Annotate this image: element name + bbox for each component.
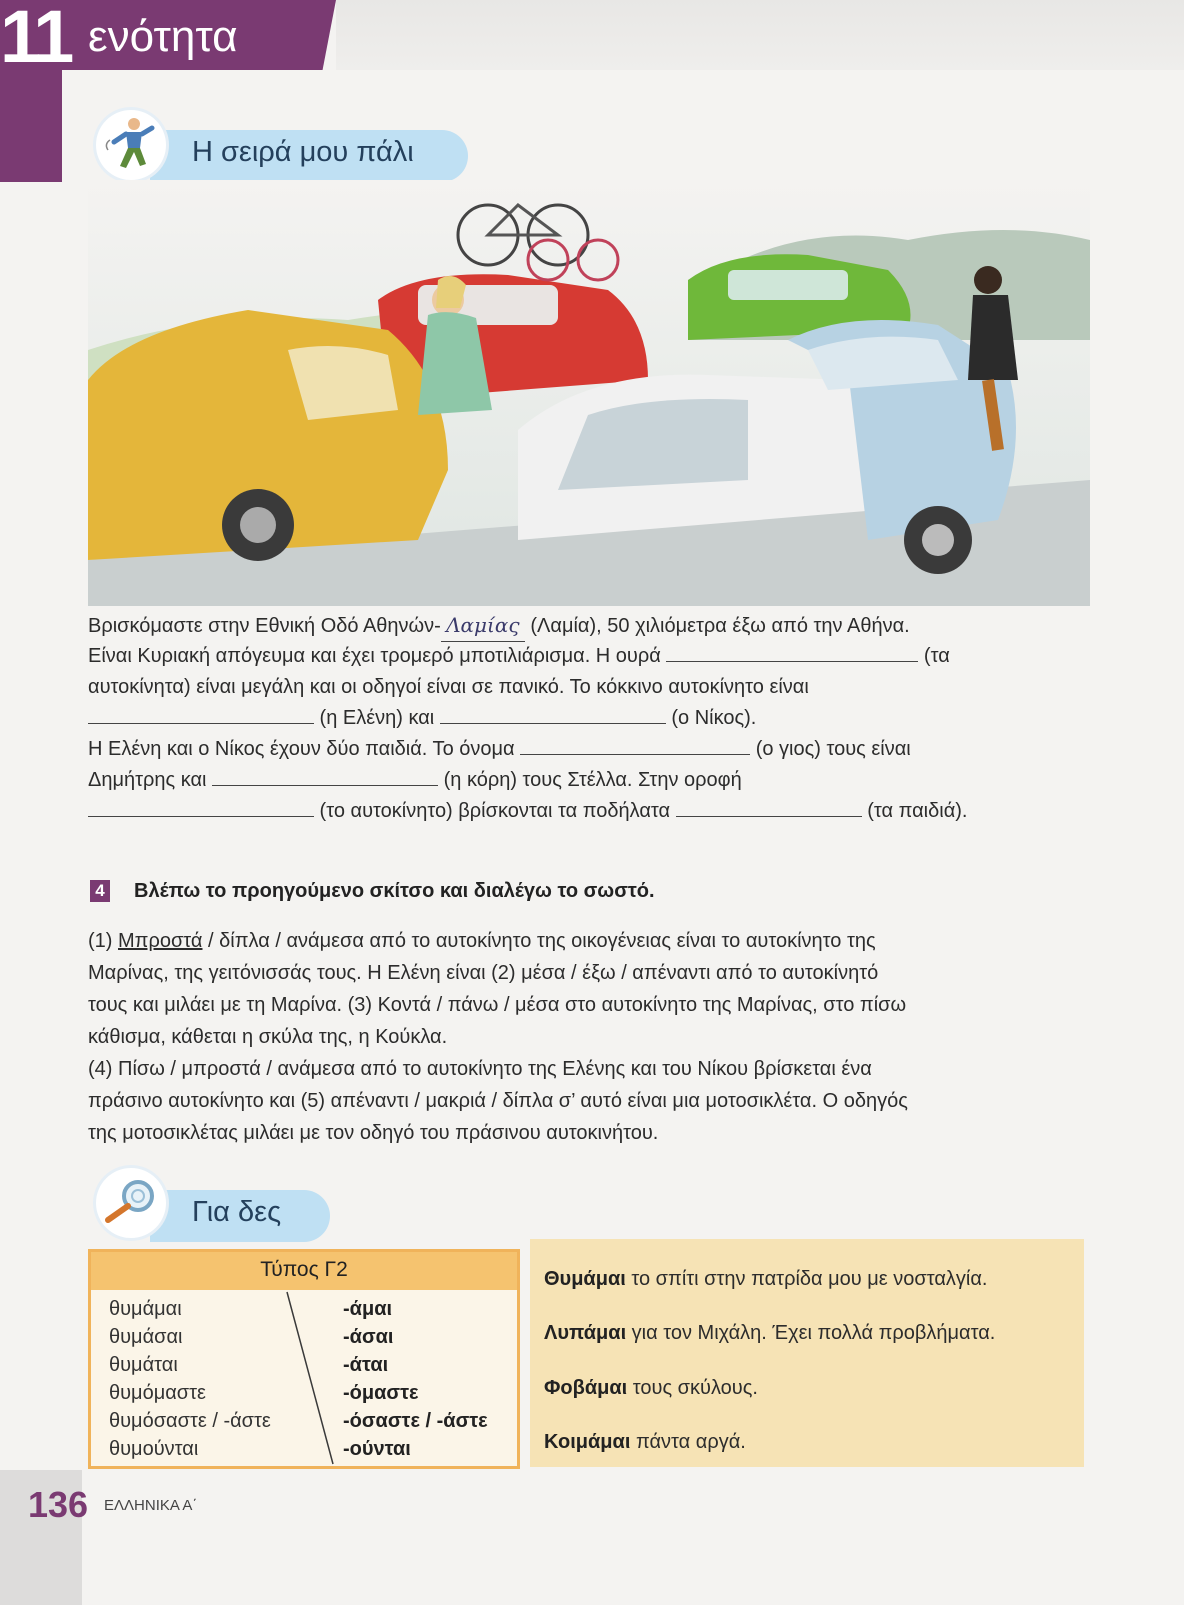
exercise-4-line-2: Μαρίνας, της γειτόνισσάς τους. Η Ελένη είναι (2) μέσα / έξω / απέναντι από το αυτοκίνητό [88,962,879,984]
magnifier-icon [96,1168,166,1238]
exercise-4-instruction: Βλέπω το προηγούμενο σκίτσο και διαλέγω το σωστό. [134,880,655,902]
verb: Λυπάμαι [544,1322,627,1344]
section-title-turn: Η σειρά μου πάλι [192,136,414,168]
exercise-3-line-1 [88,610,910,642]
exercise-3-line-6 [88,765,742,796]
example-sentence [544,1268,988,1291]
exercise-4-line-1 [88,926,876,957]
handwritten-answer: Λαμίας [441,610,525,642]
verb: Θυμάμαι [544,1268,626,1290]
unit-label: ενότητα [88,12,238,61]
text: (η Ελένη) και [314,707,440,729]
conj-ending: -όσαστε / -άστε [343,1410,488,1432]
exercise-4-line-7: της μοτοσικλέτας μιλάει με τον οδηγό του πράσινου αυτοκινήτου. [88,1122,659,1144]
text: (1) [88,930,118,952]
header-strip [336,0,1184,70]
example-sentence [544,1322,995,1345]
conj-form: θυμούνται [109,1438,199,1460]
text: / δίπλα / ανάμεσα από το αυτοκίνητο της οικογένειας είναι το αυτοκίνητο της [202,930,876,952]
conj-form: θυμάσαι [109,1326,183,1348]
verb: Κοιμάμαι [544,1431,631,1453]
text: για τον Μιχάλη. Έχει πολλά προβλήματα. [626,1322,996,1344]
book-title: ΕΛΛΗΝΙΚΑ Α΄ [104,1497,198,1514]
verb: Φοβάμαι [544,1377,628,1399]
text: πάντα αργά. [630,1431,746,1453]
answer-blank[interactable] [676,815,862,817]
exercise-4-line-5: (4) Πίσω / μπροστά / ανάμεσα από το αυτοκίνητο της Ελένης και του Νίκου βρίσκεται ένα [88,1058,872,1080]
child-icon [96,110,166,180]
table-title: Τύπος Γ2 [260,1258,348,1281]
traffic-jam-illustration [88,180,1090,606]
exercise-4-line-3: τους και μιλάει με τη Μαρίνα. (3) Κοντά / πάνω / μέσα στο αυτοκίνητο της Μαρίνας, στο πίσω [88,994,907,1016]
conj-ending: -άμαι [343,1298,393,1320]
answer-blank[interactable] [88,722,314,724]
example-sentence [544,1431,746,1454]
answer-blank[interactable] [520,753,750,755]
text: (το αυτοκίνητο) βρίσκονται τα ποδήλατα [314,800,676,822]
answer-blank[interactable] [212,784,438,786]
conj-ending: -άται [343,1354,389,1376]
exercise-4-line-4: κάθισμα, κάθεται η σκύλα της, η Κούκλα. [88,1026,448,1048]
exercise-4-line-6: πράσινο αυτοκίνητο και (5) απέναντι / μακριά / δίπλα σ’ αυτό είναι μια μοτοσικλέτα. Ο οδηγός [88,1090,908,1112]
text: (τα [918,645,950,667]
text: (ο γιος) τους είναι [750,738,911,760]
text: το σπίτι στην πατρίδα μου με νοσταλγία. [625,1268,988,1290]
answer-blank[interactable] [666,660,918,662]
exercise-3-line-5 [88,734,911,765]
text: (Λαμία), 50 χιλιόμετρα έξω από την Αθήνα. [524,615,910,637]
text: Η Ελένη και ο Νίκος έχουν δύο παιδιά. Το όνομα [88,738,521,760]
conj-ending: -άσαι [343,1326,394,1348]
exercise-number-4: 4 [90,880,110,902]
text: Βρισκόμαστε στην Εθνική Οδό Αθηνών- [88,615,441,637]
text: Δημήτρης και [88,769,213,791]
exercise-3-line-2 [88,641,950,672]
conjugation-table [88,1249,520,1469]
answer-blank[interactable] [440,722,666,724]
conj-form: θυμόμαστε [109,1382,206,1404]
unit-side-tab [0,70,62,182]
text: (τα παιδιά). [861,800,968,822]
example-sentence [544,1377,758,1400]
chosen-option[interactable]: Μπροστά [118,930,203,952]
conj-form: θυμάμαι [109,1298,182,1320]
conj-ending: -όμαστε [343,1382,419,1404]
page-number: 136 [28,1484,89,1525]
exercise-3-line-7 [88,796,967,827]
text: τους σκύλους. [627,1377,758,1399]
conj-ending: -ούνται [343,1438,411,1460]
text: (ο Νίκος). [665,707,757,729]
unit-number: 11 [0,0,71,78]
answer-blank[interactable] [88,815,314,817]
conj-form: θυμόσαστε / -άστε [109,1410,271,1432]
text: (η κόρη) τους Στέλλα. Στην οροφή [438,769,742,791]
exercise-3-line-4 [88,703,756,734]
text: Είναι Κυριακή απόγευμα και έχει τρομερό μποτιλιάρισμα. Η ουρά [88,645,667,667]
section-title-see: Για δες [192,1196,282,1228]
exercise-3-line-3: αυτοκίνητα) είναι μεγάλη και οι οδηγοί είναι σε πανικό. Το κόκκινο αυτοκίνητο είναι [88,676,809,698]
conj-form: θυμάται [109,1354,178,1376]
